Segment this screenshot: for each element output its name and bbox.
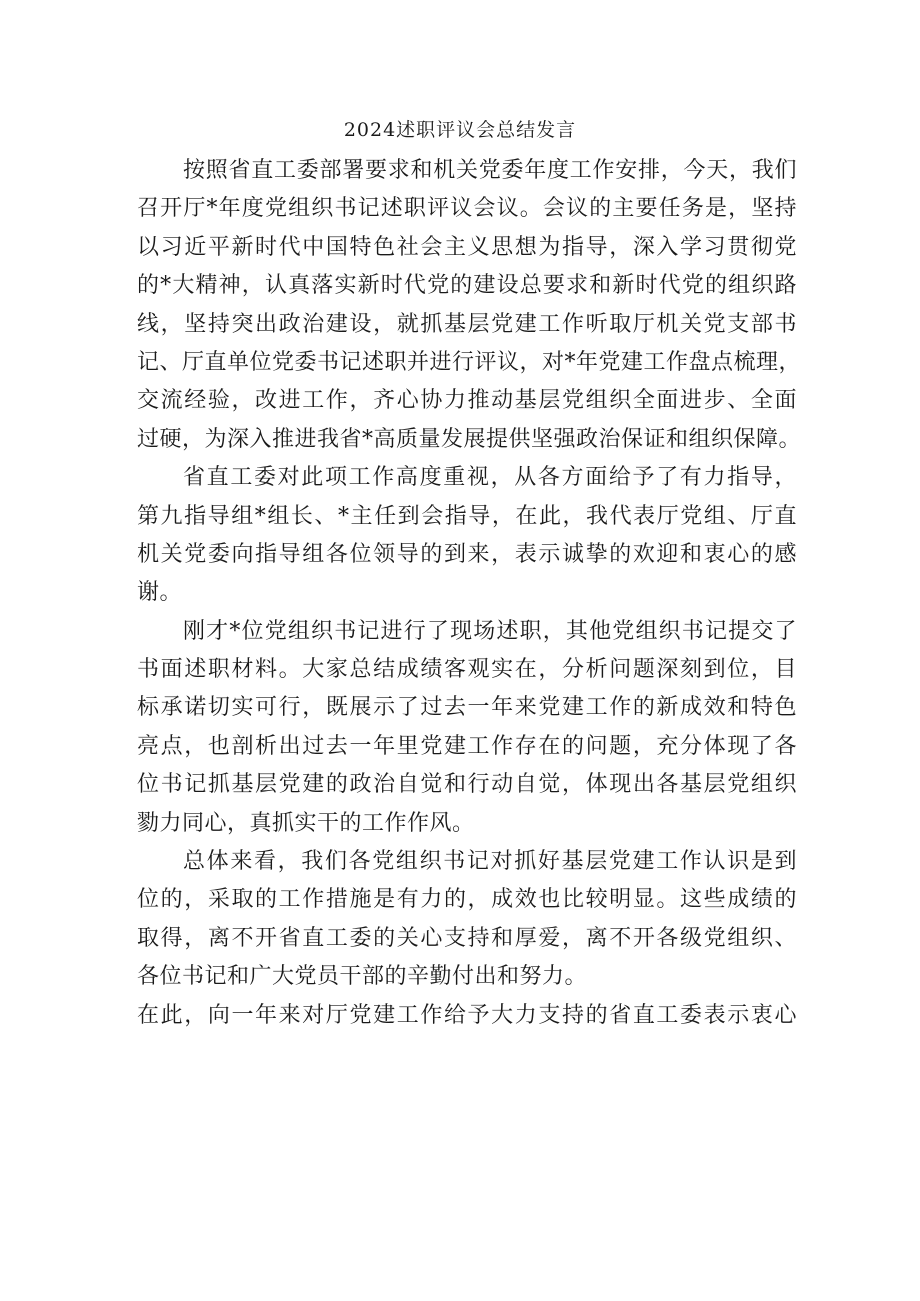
paragraph-1-line-7: 交流经验，改进工作，齐心协力推动基层党组织全面进步、全面 <box>137 388 797 414</box>
paragraph-1-line-1: 按照省直工委部署要求和机关党委年度工作安排，今天，我们 <box>183 158 797 183</box>
paragraph-5-line-1: 在此，向一年来对厅党建工作给予大力支持的省直工委表示衷心 <box>137 1002 797 1028</box>
paragraph-1-line-2: 召开厅*年度党组织书记述职评议会议。会议的主要任务是，坚持 <box>137 196 797 222</box>
paragraph-3-line-3: 标承诺切实可行，既展示了过去一年来党建工作的新成效和特色 <box>137 695 797 721</box>
paragraph-4-line-2: 位的，采取的工作措施是有力的，成效也比较明显。这些成绩的 <box>137 887 797 913</box>
paragraph-3-line-5: 位书记抓基层党建的政治自觉和行动自觉，体现出各基层党组织 <box>137 772 797 798</box>
paragraph-1-line-8: 过硬，为深入推进我省*高质量发展提供坚强政治保证和组织保障。 <box>137 426 802 452</box>
paragraph-1-line-3: 以习近平新时代中国特色社会主义思想为指导，深入学习贯彻党 <box>137 234 797 260</box>
paragraph-4-line-1: 总体来看，我们各党组织书记对抓好基层党建工作认识是到 <box>183 849 797 875</box>
paragraph-4-line-4: 各位书记和广大党员干部的辛勤付出和努力。 <box>137 964 588 990</box>
paragraph-4-line-3: 取得，离不开省直工委的关心支持和厚爱，离不开各级党组织、 <box>137 925 797 951</box>
paragraph-3-line-6: 勠力同心，真抓实干的工作作风。 <box>137 810 475 836</box>
paragraph-1-line-6: 记、厅直单位党委书记述职并进行评议，对*年党建工作盘点梳理， <box>137 349 802 375</box>
paragraph-2-line-3: 机关党委向指导组各位领导的到来，表示诚挚的欢迎和衷心的感 <box>137 541 797 567</box>
paragraph-3-line-4: 亮点，也剖析出过去一年里党建工作存在的问题，充分体现了各 <box>137 733 797 759</box>
paragraph-2-line-4: 谢。 <box>137 580 183 606</box>
document-body <box>137 152 802 1035</box>
paragraph-1-line-4: 的*大精神，认真落实新时代党的建设总要求和新时代党的组织路 <box>137 273 797 299</box>
paragraph-1-line-5: 线，坚持突出政治建设，就抓基层党建工作听取厅机关党支部书 <box>137 311 797 337</box>
paragraph-3-line-2: 书面述职材料。大家总结成绩客观实在，分析问题深刻到位，目 <box>137 657 797 683</box>
paragraph-2-line-1: 省直工委对此项工作高度重视，从各方面给予了有力指导， <box>183 465 797 491</box>
paragraph-3-line-1: 刚才*位党组织书记进行了现场述职，其他党组织书记提交了 <box>183 618 797 644</box>
paragraph-2-line-2: 第九指导组*组长、*主任到会指导，在此，我代表厅党组、厅直 <box>137 503 797 529</box>
document-title: 2024述职评议会总结发言 <box>343 119 577 141</box>
